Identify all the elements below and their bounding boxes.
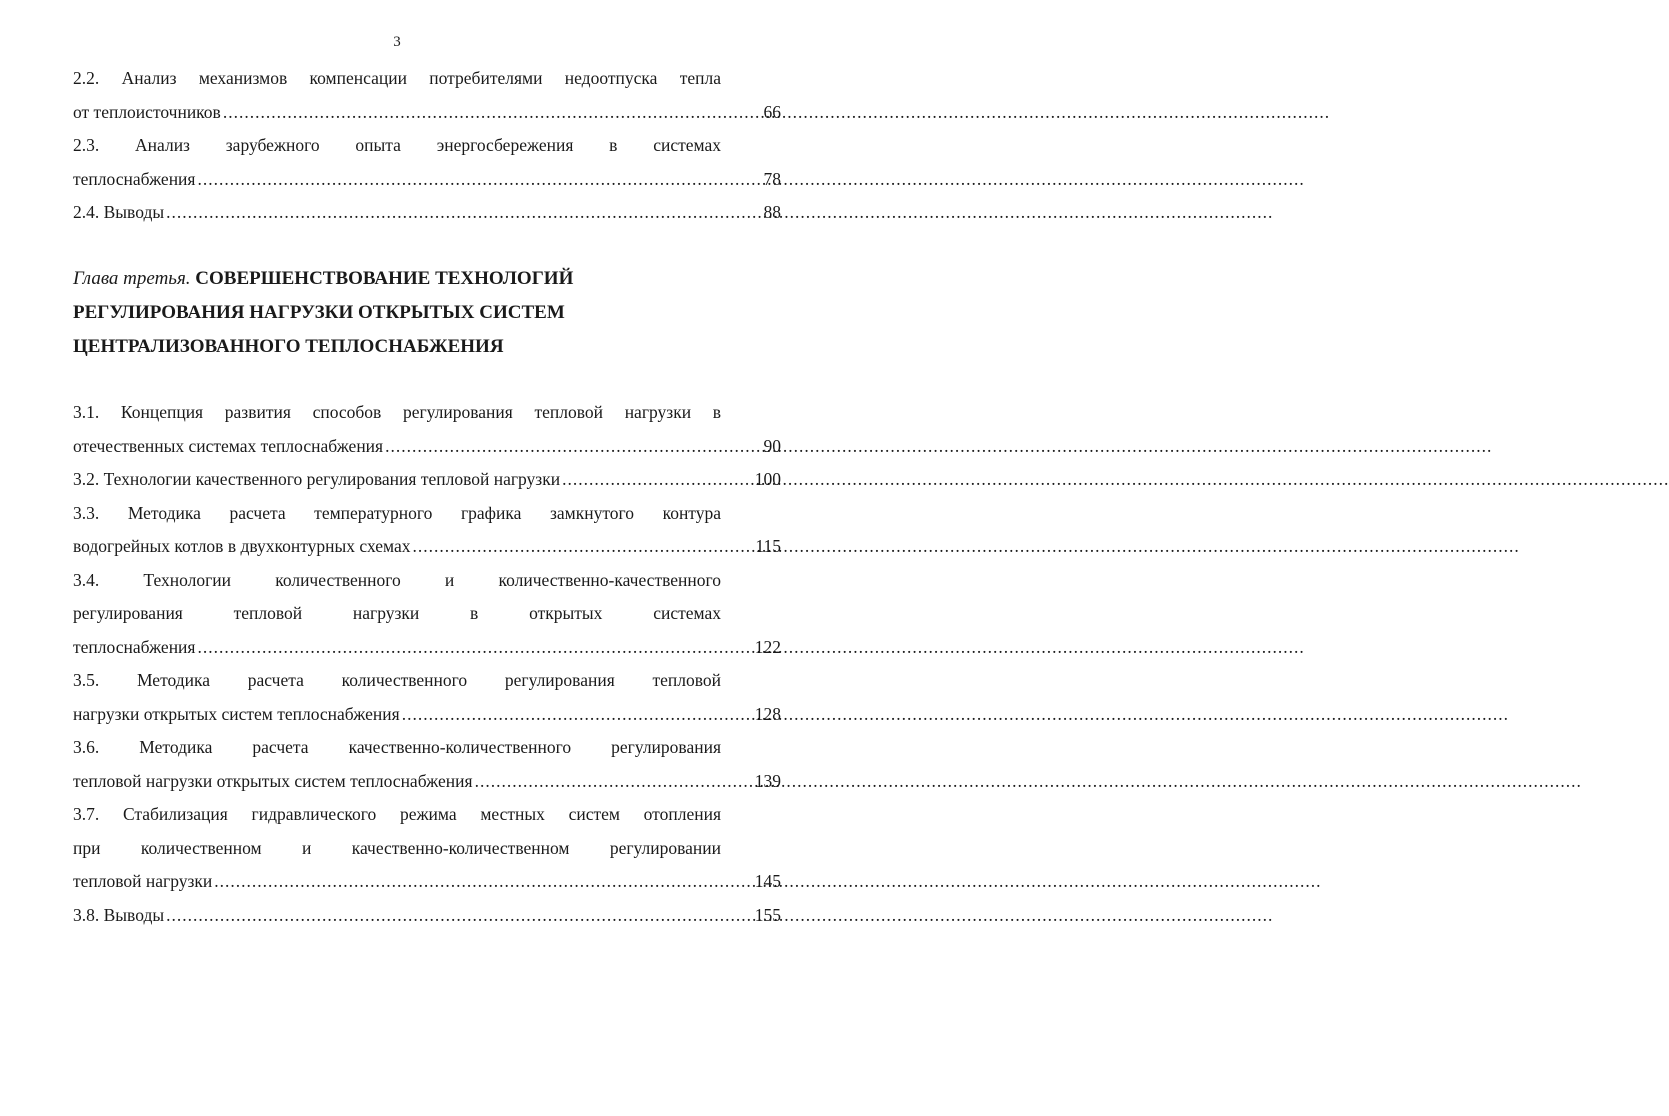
dot-leader — [385, 430, 1492, 464]
toc-entry-text-line: регулирования тепловой нагрузки в открытых системах — [73, 603, 721, 623]
toc-entry-text: 3.2. Технологии качественного регулирования тепловой нагрузки — [73, 469, 561, 489]
toc-page-number: 66 — [763, 101, 781, 122]
toc-entry-text-line: 2.2. Анализ механизмов компенсации потребителями недоотпуска тепла — [73, 68, 721, 88]
toc-entry-text: теплоснабжения — [73, 636, 196, 657]
toc-page-number: 122 — [754, 636, 781, 657]
chapter-heading-line-1 — [73, 262, 723, 296]
toc-entry-text: отечественных системах теплоснабжения — [73, 435, 384, 456]
toc-entry-text: водогрейных котлов в двухконтурных схемах — [73, 536, 411, 556]
toc-entry-2-3 — [73, 129, 781, 196]
toc-page-number: 128 — [754, 703, 781, 724]
toc-entry-text: 2.4. Выводы — [73, 202, 165, 222]
chapter-heading — [73, 262, 723, 364]
chapter-title-part-1: СОВЕРШЕНСТВОВАНИЕ ТЕХНОЛОГИЙ — [195, 268, 574, 289]
toc-entry-text-line: 3.4. Технологии количественного и количественно-качественного — [73, 569, 721, 590]
toc-entry-last-line — [73, 430, 781, 464]
page-number: 3 — [393, 34, 401, 50]
toc-page-number: 139 — [754, 770, 781, 791]
toc-entry-text: 3.8. Выводы — [73, 904, 165, 925]
toc-entry-3-6 — [73, 731, 781, 798]
toc-entry-text: теплоснабжения — [73, 168, 196, 189]
toc-entry-text: тепловой нагрузки — [73, 871, 213, 891]
toc-entry-3-4 — [73, 564, 781, 665]
toc-entry-last-line — [73, 899, 781, 933]
toc-entry-3-3 — [73, 497, 781, 564]
dot-leader — [402, 698, 1509, 732]
toc-entry-2-4 — [73, 196, 781, 230]
toc-entry-text: нагрузки открытых систем теплоснабжения — [73, 703, 400, 724]
toc-entry-text: от теплоисточников — [73, 101, 221, 122]
toc-page-number: 88 — [763, 202, 781, 222]
toc-entry-2-2 — [73, 62, 781, 129]
toc-page-number: 78 — [763, 168, 781, 189]
toc-entry-text-line: 2.3. Анализ зарубежного опыта энергосбережения в системах — [73, 135, 721, 155]
toc-page-number: 100 — [754, 469, 781, 489]
toc-entry-last-line — [73, 698, 781, 732]
chapter-label: Глава третья. — [73, 268, 191, 289]
toc-entry-last-line — [73, 530, 781, 564]
toc-entry-text: тепловой нагрузки открытых систем теплоснабжения — [73, 770, 473, 791]
toc-page-number: 90 — [763, 435, 781, 456]
toc-entry-3-1 — [73, 396, 781, 463]
toc-entry-last-line — [73, 163, 781, 197]
toc-entry-text-line: 3.5. Методика расчета количественного регулирования тепловой — [73, 670, 721, 690]
toc-entry-text-line: 3.3. Методика расчета температурного графика замкнутого контура — [73, 502, 721, 523]
toc-entry-last-line — [73, 865, 781, 899]
toc-entry-last-line — [73, 765, 781, 799]
toc-entry-3-7 — [73, 798, 781, 899]
toc-entry-text-line: при количественном и качественно-количественном регулировании — [73, 837, 721, 858]
dot-leader — [475, 765, 1582, 799]
dot-leader — [166, 899, 1273, 933]
toc-entry-text-line: 3.1. Концепция развития способов регулирования тепловой нагрузки в — [73, 402, 721, 422]
dot-leader — [413, 530, 1520, 564]
dot-leader — [166, 196, 1273, 230]
toc-entry-3-5 — [73, 664, 781, 731]
toc-entry-3-8 — [73, 899, 781, 933]
toc-section-chapter-3 — [73, 396, 781, 932]
toc-page-number: 155 — [754, 904, 781, 925]
toc-entry-text-line: 3.7. Стабилизация гидравлического режима местных систем отопления — [73, 804, 721, 824]
toc-page-number: 145 — [754, 871, 781, 891]
toc-section-chapter-2 — [73, 62, 781, 230]
toc-page-number: 115 — [755, 536, 781, 556]
toc-entry-3-2 — [73, 463, 781, 497]
toc-entry-last-line — [73, 631, 781, 665]
chapter-title-part-3: ЦЕНТРАЛИЗОВАННОГО ТЕПЛОСНАБЖЕНИЯ — [73, 336, 504, 357]
toc-entry-text-line: 3.6. Методика расчета качественно-количественного регулирования — [73, 737, 721, 757]
toc-entry-last-line — [73, 196, 781, 230]
toc-entry-last-line — [73, 96, 781, 130]
toc-entry-last-line — [73, 463, 781, 497]
chapter-title-part-2: РЕГУЛИРОВАНИЯ НАГРУЗКИ ОТКРЫТЫХ СИСТЕМ — [73, 302, 565, 323]
